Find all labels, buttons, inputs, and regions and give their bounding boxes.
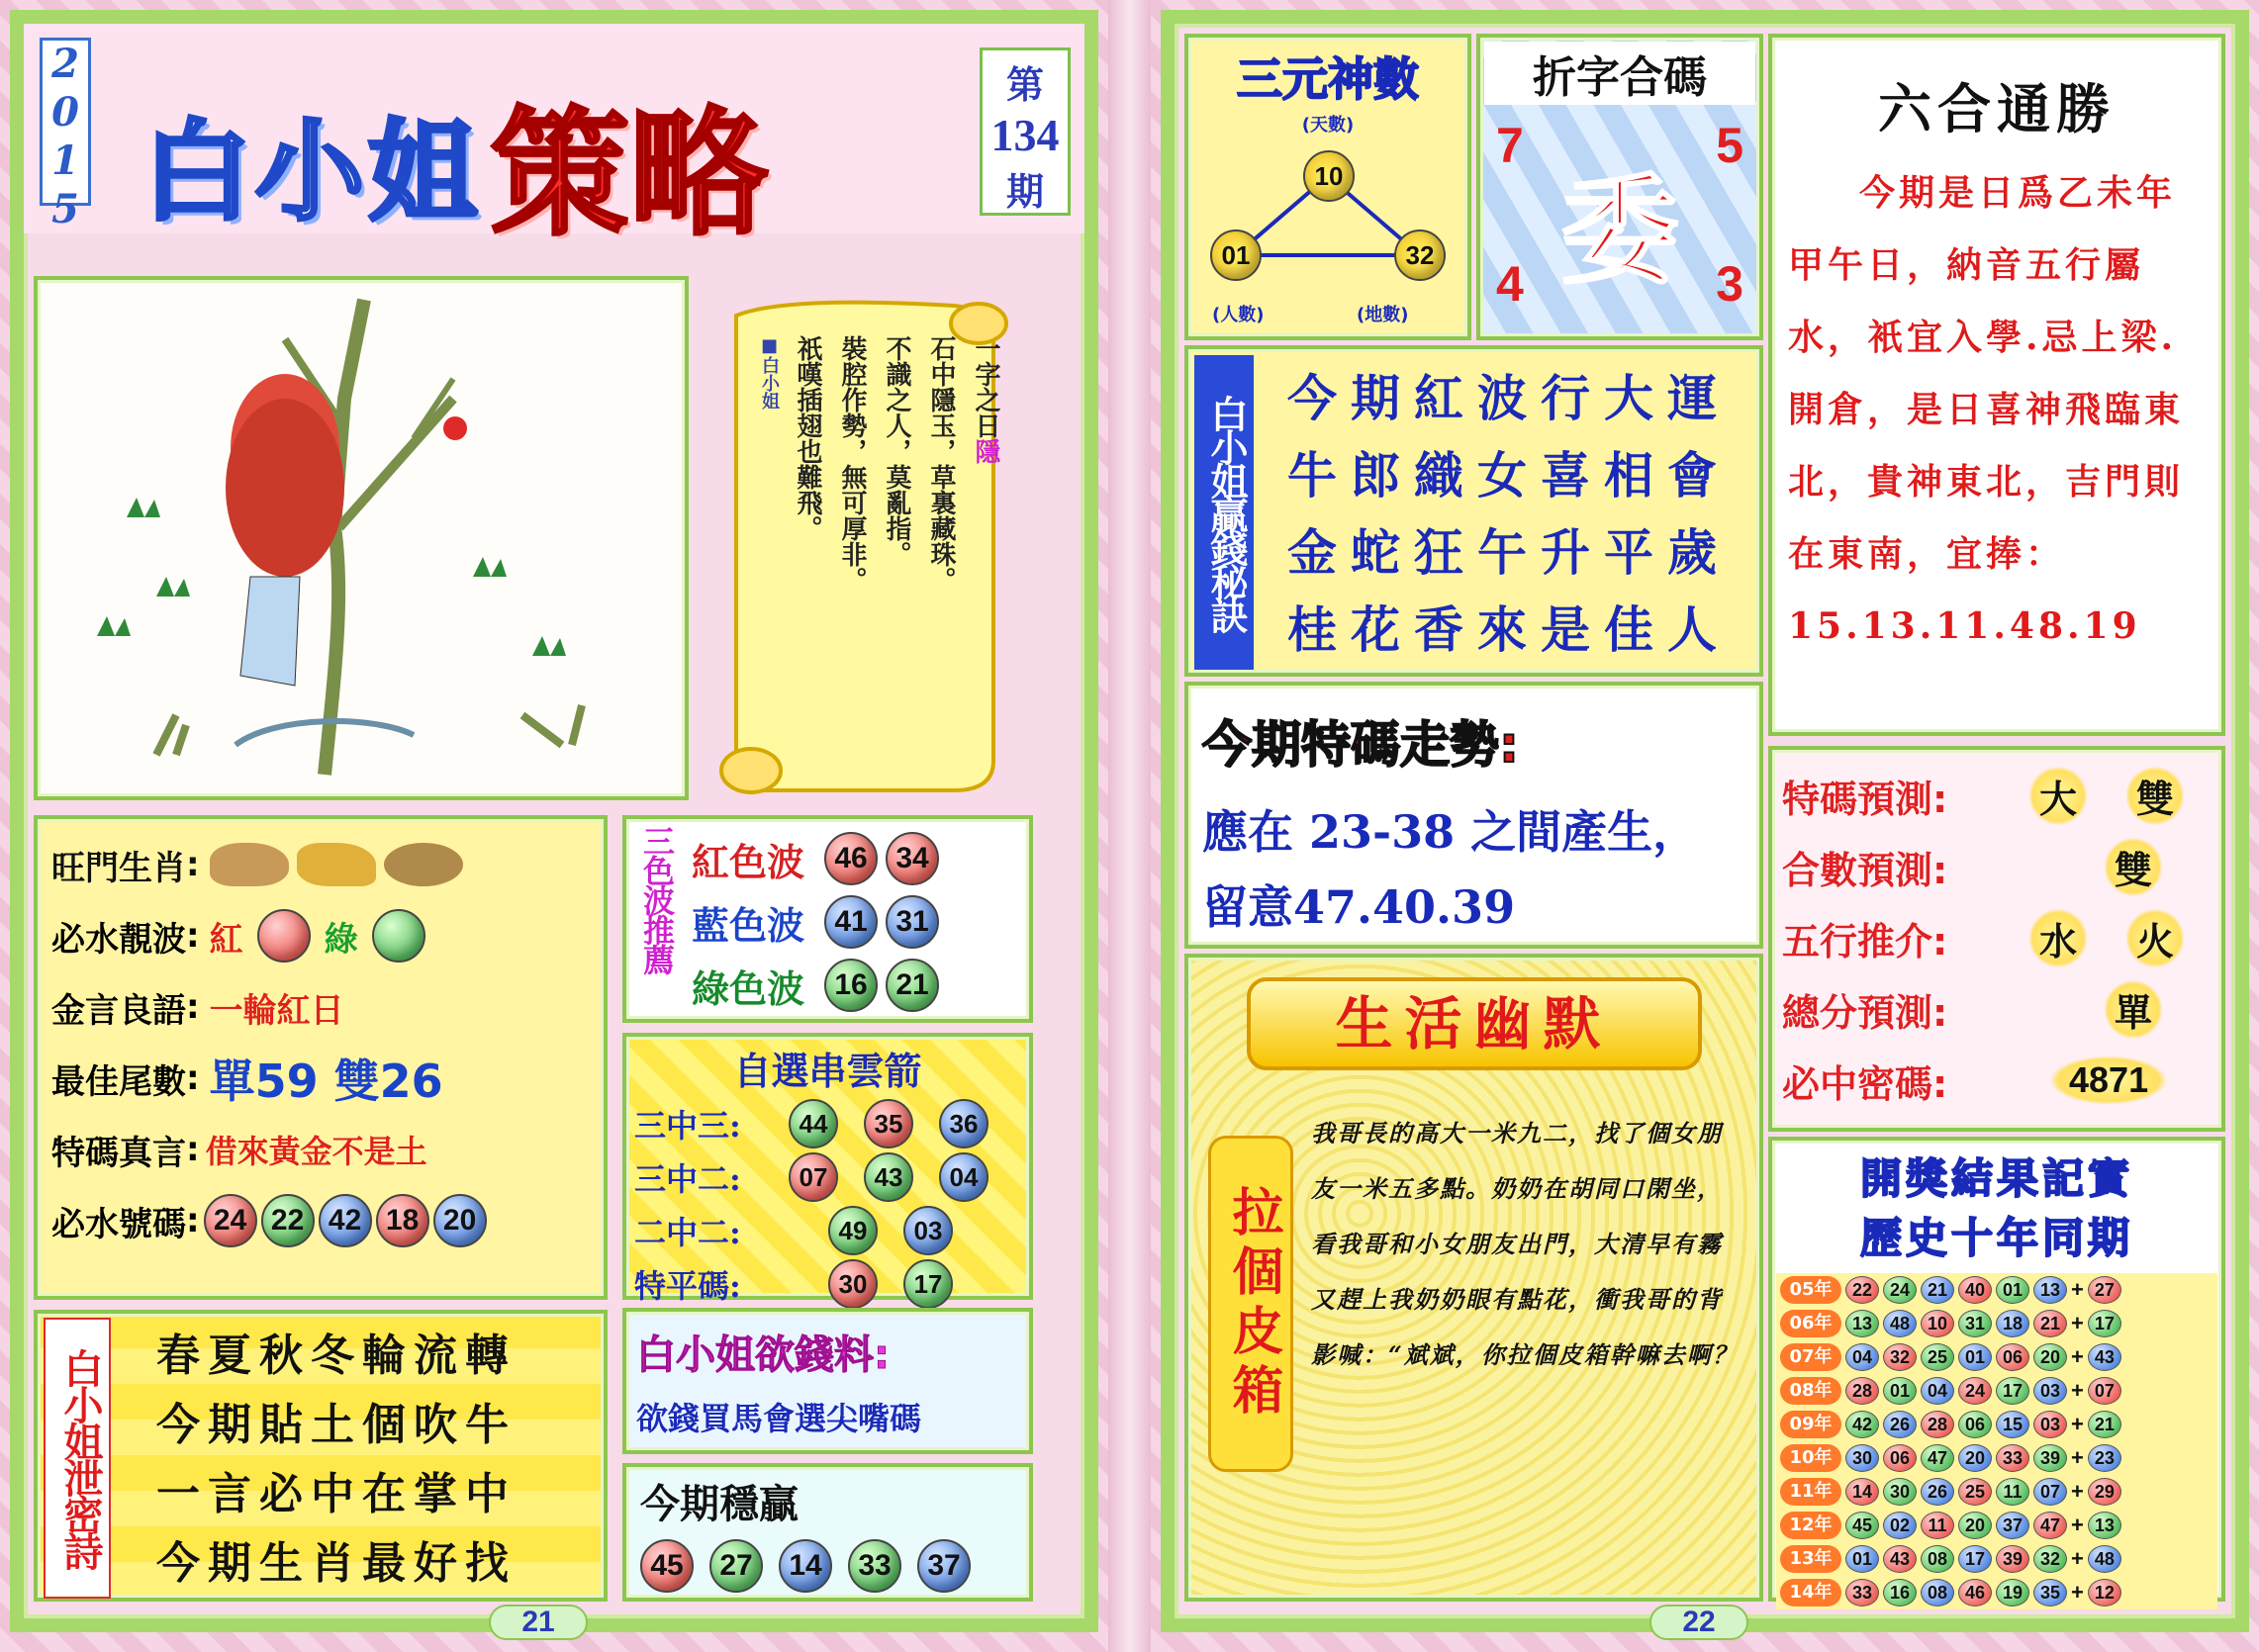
predict-row: 合數預測: 雙 [1782,831,2212,902]
scroll-text [756,335,1004,771]
liuhe-panel [1768,34,2225,736]
info-value-tail: 單59 雙26 [209,1055,443,1108]
number-ball: 27 [709,1539,763,1593]
history-ball: 17 [1958,1545,1992,1573]
history-ball: 26 [1921,1478,1954,1506]
predict-row: 總分預測: 單 [1782,973,2212,1045]
info-label-special: 特碼真言 [51,1133,186,1173]
history-year: 14年 [1780,1579,1841,1606]
tree-illustration [38,280,685,796]
history-ball: 20 [1958,1512,1992,1539]
illustration-panel [34,276,689,800]
arrow-row: 二中二: 49 03 [634,1204,1021,1257]
history-ball: 31 [1958,1310,1992,1337]
info-row-numbers: 必水號碼 : 24 22 42 18 20 [51,1185,590,1256]
steady-panel [622,1463,1033,1602]
scroll-head: 一字之日隱 [971,335,1000,464]
humor-panel [1184,954,1763,1602]
predict-badge: 雙 [2105,836,2162,898]
info-value-green: 綠 [324,919,358,960]
history-ball: 11 [1996,1478,2029,1506]
history-ball: 29 [2088,1478,2121,1506]
info-value-special: 借來黃金不是土 [205,1133,427,1170]
history-ball: 15 [1996,1411,2029,1438]
history-ball: 16 [1883,1579,1917,1606]
wave-row-green: 綠色波 16 21 [692,954,1023,1017]
wave-row-blue: 藍色波 41 31 [692,890,1023,954]
history-row [1776,1475,2217,1509]
number-ball: 31 [886,895,939,949]
info-row-motto: 金言良語 : 一輪紅日 [51,971,590,1043]
di-number: 32 [1394,229,1446,281]
history-year: 12年 [1780,1512,1841,1539]
sanyuan-title: 三元神數 [1237,52,1419,106]
plus-sign: + [2071,1479,2084,1504]
history-ball: 04 [1845,1343,1879,1371]
history-year: 06年 [1780,1310,1841,1337]
history-ball: 03 [2033,1377,2067,1405]
left-page [0,0,1108,1652]
secret-lines [1287,359,1749,668]
arrow-row: 三中三: 44 35 36 [634,1097,1021,1150]
history-ball: 37 [1996,1512,2029,1539]
zhezi-number: 4 [1496,256,1524,312]
scroll-signature: ■白小姐 [759,335,780,410]
history-ball: 28 [1921,1411,1954,1438]
plus-sign: + [2071,1344,2084,1369]
number-ball: 41 [824,895,878,949]
number-ball: 03 [903,1206,953,1255]
predict-row: 必中密碼: 4871 [1782,1045,2212,1116]
history-ball: 08 [1921,1579,1954,1606]
history-ball: 40 [1958,1276,1992,1304]
di-label: (地數) [1357,305,1409,325]
predict-badge: 雙 [2126,765,2184,827]
page-title [142,63,768,262]
humor-title: 生活幽默 [1247,977,1702,1070]
history-ball: 33 [1845,1579,1879,1606]
secret-line: 牛郎織女喜相會 [1287,446,1731,505]
history-ball: 13 [2088,1512,2121,1539]
zhezi-char: 委 [1560,161,1679,301]
history-ball: 48 [2088,1545,2121,1573]
history-year: 07年 [1780,1343,1841,1371]
history-ball: 32 [1883,1343,1917,1371]
humor-side-label: 拉個皮箱 [1208,1136,1293,1472]
history-table [1776,1273,2217,1609]
issue-suffix: 期 [1005,169,1044,214]
steady-numbers [640,1539,1029,1593]
zhezi-title: 折字合碼 [1484,42,1755,105]
history-ball: 13 [2033,1276,2067,1304]
history-ball: 23 [2088,1444,2121,1472]
number-ball: 46 [824,832,878,885]
poem-line: 一言必中在掌中 [156,1469,517,1519]
plus-sign: + [2071,1311,2084,1335]
plus-sign: + [2071,1513,2084,1537]
history-row [1776,1542,2217,1576]
spine [1108,0,1151,1652]
history-ball: 20 [2033,1343,2067,1371]
title-part2: 策略 [491,93,769,255]
secret-line: 今期紅波行大運 [1287,369,1731,427]
history-ball: 01 [1845,1545,1879,1573]
must-numbers [204,1194,487,1247]
money-panel [622,1308,1033,1454]
ren-label: (人數) [1212,305,1265,325]
zhezi-number: 5 [1716,118,1743,173]
history-ball: 01 [1883,1377,1917,1405]
history-ball: 46 [1958,1579,1992,1606]
horse-icon [297,843,376,886]
poem-title: 白小姐泄密詩 [44,1318,111,1599]
ren-number: 01 [1210,229,1262,281]
history-row [1776,1340,2217,1374]
number-ball: 35 [864,1099,913,1148]
history-ball: 47 [2033,1512,2067,1539]
secret-line: 桂花香來是佳人 [1287,600,1731,659]
info-row-tail: 最佳尾數 : 單59 雙26 [51,1043,590,1114]
history-ball: 43 [2088,1343,2121,1371]
history-year: 13年 [1780,1545,1841,1573]
liuhe-text: 今期是日爲乙未年甲午日，納音五行屬水，衹宜入學.忌上梁.開倉，是日喜神飛臨東北，貴神東北，吉門則在東南，宜捧：15.13.11.48.19 [1788,172,2185,647]
secret-line: 金蛇狂午升平歲 [1287,523,1731,582]
number-ball: 42 [319,1194,372,1247]
plus-sign: + [2071,1445,2084,1470]
history-title-1: 開獎結果記實 [1859,1154,2133,1203]
poem-panel [34,1310,608,1602]
history-ball: 03 [2033,1411,2067,1438]
arrow-row: 三中二: 07 43 04 [634,1150,1021,1204]
wave-panel [622,815,1033,1023]
history-ball: 24 [1883,1276,1917,1304]
scroll-line-1: 石中隱玉，草裏藏珠。 [926,335,956,593]
secret-panel [1184,345,1763,677]
predict-badge: 火 [2126,907,2184,969]
history-ball: 04 [1921,1377,1954,1405]
history-row [1776,1509,2217,1542]
issue-prefix: 第 [1005,62,1044,107]
history-year: 10年 [1780,1444,1841,1472]
zhezi-number: 3 [1716,256,1743,312]
number-ball: 34 [886,832,939,885]
number-ball: 49 [828,1206,878,1255]
number-ball: 14 [779,1539,832,1593]
history-ball: 21 [2088,1411,2121,1438]
zhezi-panel [1476,34,1763,340]
history-ball: 01 [1996,1276,2029,1304]
arrow-row: 特平碼: 30 17 [634,1257,1021,1311]
info-label-motto: 金言良語 [51,990,186,1031]
history-ball: 43 [1883,1545,1917,1573]
right-page [1151,0,2259,1652]
scroll-panel [697,296,1033,810]
trend-panel [1184,682,1763,949]
predict-row: 五行推介: 水 火 [1782,902,2212,973]
plus-sign: + [2071,1277,2084,1302]
history-ball: 45 [1845,1512,1879,1539]
history-ball: 39 [1996,1545,2029,1573]
issue-badge [980,47,1071,216]
issue-number: 134 [990,110,1060,160]
poem-line: 今期貼土個吹牛 [156,1400,517,1450]
tian-number: 10 [1303,150,1355,202]
history-ball: 06 [1883,1444,1917,1472]
number-ball: 22 [261,1194,315,1247]
predict-badge: 單 [2105,978,2162,1041]
trend-title: 今期特碼走勢: [1202,716,1519,774]
history-ball: 21 [1921,1276,1954,1304]
arrow-panel [622,1033,1033,1305]
info-row-zodiac: 旺門生肖 : [51,829,590,900]
predict-badge: 大 [2029,765,2087,827]
money-text: 欲錢買馬會選尖嘴碼 [636,1400,922,1437]
sanyuan-panel [1184,34,1471,340]
history-ball: 12 [2088,1579,2121,1606]
history-year: 08年 [1780,1377,1841,1405]
gourd-icon [443,416,467,440]
history-ball: 21 [2033,1310,2067,1337]
info-row-special: 特碼真言 : 借來黃金不是土 [51,1114,590,1185]
history-ball: 39 [2033,1444,2067,1472]
number-ball: 45 [640,1539,694,1593]
zhezi-number: 7 [1496,118,1524,173]
predict-panel [1768,746,2225,1132]
history-year: 05年 [1780,1276,1841,1304]
history-panel [1768,1137,2225,1605]
history-ball: 48 [1883,1310,1917,1337]
red-ball-icon [257,909,311,963]
plus-sign: + [2071,1412,2084,1436]
animal-icons [210,843,463,886]
poem-line: 春夏秋冬輪流轉 [156,1331,517,1381]
number-ball: 21 [886,959,939,1012]
arrow-rows [626,1095,1029,1313]
history-ball: 19 [1996,1579,2029,1606]
history-row [1776,1273,2217,1307]
history-row [1776,1408,2217,1441]
year-stamp [40,38,91,234]
hedgehog-icon [384,843,463,886]
history-ball: 18 [1996,1310,2029,1337]
number-ball: 20 [433,1194,487,1247]
liuhe-title: 六合通勝 [1878,78,2116,140]
money-title: 白小姐欲錢料: [636,1332,890,1378]
history-ball: 10 [1921,1310,1954,1337]
history-title-2: 歷史十年同期 [1859,1214,2133,1262]
predict-row: 特碼預測: 大 雙 [1782,760,2212,831]
info-value-motto: 一輪紅日 [209,990,344,1031]
left-header [24,24,1084,255]
number-ball: 37 [917,1539,971,1593]
trend-line-2: 留意47.40.39 [1202,880,1516,934]
plus-sign: + [2071,1546,2084,1571]
history-ball: 07 [2088,1377,2121,1405]
number-ball: 04 [939,1152,988,1202]
number-ball: 44 [789,1099,838,1148]
secret-title: 白小姐贏錢秘訣 [1194,355,1254,670]
info-label-zodiac: 旺門生肖 [51,848,186,888]
tian-label: (天數) [1301,115,1355,136]
history-ball: 06 [1996,1343,2029,1371]
info-panel [34,815,608,1300]
history-year: 09年 [1780,1411,1841,1438]
history-ball: 07 [2033,1478,2067,1506]
right-page-frame [1161,10,2249,1638]
green-ball-icon [372,909,425,963]
history-ball: 30 [1845,1444,1879,1472]
predict-rows [1772,750,2221,1126]
history-row [1776,1576,2217,1609]
history-ball: 22 [1845,1276,1879,1304]
history-ball: 24 [1958,1377,1992,1405]
history-ball: 20 [1958,1444,1992,1472]
scroll-line-3: 裝腔作勢，無可厚非。 [837,335,867,593]
plus-sign: + [2071,1580,2084,1605]
scroll-line-2: 不識之人，莫亂指。 [882,335,911,567]
history-ball: 17 [2088,1310,2121,1337]
wave-row-red: 紅色波 46 34 [692,827,1023,890]
history-ball: 01 [1958,1343,1992,1371]
predict-badge: 水 [2029,907,2087,969]
scroll-line-4: 祇嘆插翅也難飛。 [793,335,822,541]
wave-rows [692,827,1023,1017]
info-row-wave: 必水靚波 : 紅 綠 [51,900,590,971]
history-ball: 02 [1883,1512,1917,1539]
history-ball: 25 [1921,1343,1954,1371]
history-ball: 32 [2033,1545,2067,1573]
number-ball: 30 [828,1259,878,1309]
history-ball: 25 [1958,1478,1992,1506]
left-page-frame [10,10,1098,1638]
poem-lines [156,1320,594,1597]
wave-title: 三色波推薦 [638,825,676,973]
history-year: 11年 [1780,1478,1841,1506]
info-label-wave: 必水靚波 [51,919,186,960]
page-number-left: 21 [489,1605,588,1640]
history-ball: 11 [1921,1512,1954,1539]
number-ball: 43 [864,1152,913,1202]
history-ball: 14 [1845,1478,1879,1506]
year-text: 2015 [42,41,89,234]
history-ball: 13 [1845,1310,1879,1337]
poem-line: 今期生肖最好找 [156,1538,517,1589]
info-label-tail: 最佳尾數 [51,1061,186,1102]
arrow-title: 自選串雲箭 [733,1050,922,1093]
history-ball: 28 [1845,1377,1879,1405]
number-ball: 36 [939,1099,988,1148]
history-row [1776,1441,2217,1475]
trend-line-1: 應在 23-38 之間產生， [1202,805,1699,859]
plus-sign: + [2071,1378,2084,1403]
boar-icon [210,843,289,886]
humor-text: 我哥長的高大一米九二，找了個女朋友一米五多點。奶奶在胡同口閑坐，看我哥和小女朋友出門，大清早有霧又趕上我奶奶眼有點花，衝我哥的背影喊：“斌斌，你拉個皮箱幹嘛去啊？ [1311,1119,1739,1369]
history-ball: 33 [1996,1444,2029,1472]
history-ball: 06 [1958,1411,1992,1438]
history-row [1776,1307,2217,1340]
history-ball: 17 [1996,1377,2029,1405]
steady-title: 今期穩贏 [640,1482,799,1527]
number-ball: 24 [204,1194,257,1247]
history-ball: 47 [1921,1444,1954,1472]
history-ball: 08 [1921,1545,1954,1573]
history-ball: 42 [1845,1411,1879,1438]
info-value-red: 紅 [209,919,243,960]
history-ball: 26 [1883,1411,1917,1438]
number-ball: 07 [789,1152,838,1202]
history-ball: 27 [2088,1276,2121,1304]
page-number-right: 22 [1649,1605,1748,1640]
number-ball: 17 [903,1259,953,1309]
number-ball: 33 [848,1539,901,1593]
number-ball: 18 [376,1194,429,1247]
predict-badge: 4871 [2049,1055,2168,1105]
history-ball: 30 [1883,1478,1917,1506]
history-row [1776,1374,2217,1408]
title-part1: 白小姐 [142,107,481,235]
number-ball: 16 [824,959,878,1012]
info-label-numbers: 必水號碼 [51,1204,186,1244]
history-ball: 35 [2033,1579,2067,1606]
